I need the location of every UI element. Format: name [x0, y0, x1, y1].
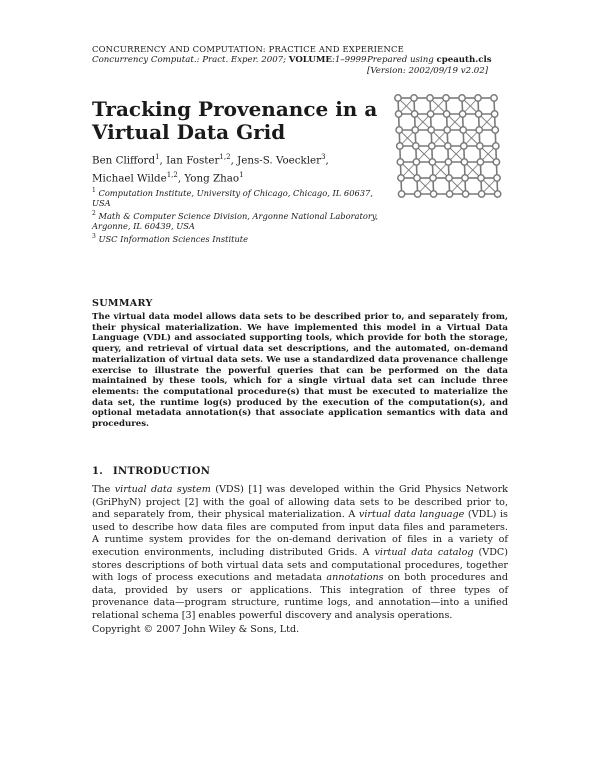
- affiliations: [92, 186, 392, 244]
- introduction-text: [92, 484, 508, 623]
- version-note: [Version: 2002/09/19 v2.02]: [367, 66, 489, 76]
- grid-node: [475, 95, 481, 101]
- grid-node: [397, 143, 403, 149]
- grid-node: [398, 191, 404, 197]
- grid-node: [445, 159, 451, 165]
- text-run: (VDC) stores descriptions of both virtual data sets and computational procedures, together with logs of process executions and metadata: [92, 546, 508, 584]
- grid-node: [429, 143, 435, 149]
- grid-node: [411, 95, 417, 101]
- grid-node: [478, 175, 484, 181]
- prepared-using: [367, 55, 512, 77]
- grid-node: [427, 111, 433, 117]
- grid-node: [492, 127, 498, 133]
- grid-node: [445, 143, 451, 149]
- citation-pages: :1–9999: [331, 55, 367, 65]
- grid-node: [460, 127, 466, 133]
- citation-year: 2007;: [261, 55, 287, 65]
- author-name: Ben Clifford: [92, 154, 156, 167]
- author-affiliation-marker: 1,2: [219, 153, 231, 161]
- grid-node: [494, 175, 500, 181]
- grid-node: [477, 159, 483, 165]
- affiliation-number: 3: [92, 232, 96, 240]
- copyright-notice: Copyright © 2007 John Wiley & Sons, Ltd.: [92, 624, 300, 635]
- grid-network-logo-icon: [390, 92, 510, 204]
- author-name: Jens-S. Voeckler: [237, 154, 322, 167]
- grid-node: [443, 95, 449, 101]
- affiliation-text: Math & Computer Science Division, Argonne National Laboratory, Argonne, IL 60439, USA: [92, 210, 379, 232]
- author-line-1: [92, 150, 392, 168]
- author-separator: ,: [159, 154, 167, 167]
- affiliation-text: Computation Institute, University of Chicago, Chicago, IL 60637, USA: [92, 187, 373, 209]
- citation-volume: VOLUME: [288, 55, 332, 65]
- grid-node: [395, 111, 401, 117]
- author-list: [92, 150, 392, 187]
- grid-node: [411, 111, 417, 117]
- grid-node: [444, 127, 450, 133]
- grid-node: [413, 159, 419, 165]
- citation-prefix: Concurrency Computat.: Pract. Exper.: [92, 55, 259, 65]
- affiliation-number: 1: [92, 187, 96, 194]
- prepared-cls: cpeauth.cls: [436, 55, 492, 65]
- summary-heading: SUMMARY: [92, 298, 153, 309]
- grid-node: [412, 127, 418, 133]
- grid-node: [475, 111, 481, 117]
- grid-node: [413, 143, 419, 149]
- author-affiliation-marker: 1,2: [166, 171, 178, 180]
- journal-name: CONCURRENCY AND COMPUTATION: PRACTICE AND EXPERIENCE: [92, 44, 404, 54]
- author-affiliation-marker: 3: [321, 153, 326, 161]
- summary-text: The virtual data model allows data sets to be described prior to, and separately from, their physical materialization. We have implemented this model in a Virtual Data Language (VDL) and associated supporting tools, which provide for both the storage, query, and retrieval of virtual data set descriptions, and the automated, on-demand materialization of virtual data sets. We use a standardized data provenance challenge exercise to illustrate the powerful queries that can be performed on the data maintained by these tools, which for a single virtual data set can include three elements: the computational procedure(s) that must be executed to materialize the data set, the runtime log(s) produced by the execution of the computation(s), and optional metadata annotation(s) that associate application semantics with data and procedures.: [92, 312, 508, 430]
- section-number: 1.: [92, 466, 104, 477]
- grid-node: [478, 191, 484, 197]
- affiliation-item: [92, 209, 392, 232]
- author-name: Michael Wilde: [92, 172, 167, 185]
- grid-node: [396, 127, 402, 133]
- title-line-1: Tracking Provenance in a: [92, 97, 378, 121]
- author-line-2: [92, 168, 392, 186]
- author-name: Ian Foster: [166, 154, 220, 167]
- section-title: INTRODUCTION: [113, 466, 211, 477]
- grid-node: [429, 159, 435, 165]
- grid-node: [477, 143, 483, 149]
- title-line-2: Virtual Data Grid: [92, 120, 286, 144]
- grid-node: [397, 159, 403, 165]
- grid-node: [430, 191, 436, 197]
- emphasized-term: virtual data system: [114, 484, 211, 495]
- grid-node: [446, 191, 452, 197]
- grid-node: [462, 175, 468, 181]
- grid-node: [428, 127, 434, 133]
- grid-node: [459, 95, 465, 101]
- affiliation-number: 2: [92, 209, 96, 217]
- text-run: (VDS) [1] was developed within the Grid Physics Network (GriPhyN) project [2] with the goal of allowing data sets to be described prior to, and separately from, their physical materialization. A: [92, 484, 508, 521]
- grid-node: [461, 143, 467, 149]
- text-run: (VDL) is used to describe how data files are computed from input data files and parameters. A runtime system provides for the on-demand derivation of files in a variety of execution environments, including distributed Grids. A: [92, 509, 508, 558]
- grid-node: [459, 111, 465, 117]
- author-separator: ,: [325, 154, 329, 167]
- author-affiliation-marker: 1: [155, 153, 160, 161]
- affiliation-item: [92, 232, 392, 244]
- author-affiliation-marker: 1: [239, 171, 244, 180]
- emphasized-term: annotations: [326, 572, 384, 584]
- grid-node: [476, 127, 482, 133]
- grid-node: [493, 143, 499, 149]
- grid-node: [462, 191, 468, 197]
- grid-node: [430, 175, 436, 181]
- emphasized-term: virtual data catalog: [374, 546, 474, 558]
- grid-node: [414, 191, 420, 197]
- journal-header: [92, 44, 512, 76]
- grid-node: [414, 175, 420, 181]
- paper-title: [92, 98, 392, 144]
- affiliation-text: USC Information Sciences Institute: [95, 233, 249, 244]
- grid-node: [398, 175, 404, 181]
- grid-node: [491, 111, 497, 117]
- grid-node: [461, 159, 467, 165]
- grid-node: [446, 175, 452, 181]
- affiliation-item: [92, 186, 392, 209]
- grid-node: [443, 111, 449, 117]
- emphasized-term: virtual data language: [358, 509, 465, 521]
- grid-node: [427, 95, 433, 101]
- author-name: Yong Zhao: [184, 172, 240, 185]
- text-run: The: [92, 484, 115, 495]
- prepared-prefix: Prepared using: [367, 55, 434, 65]
- author-separator: ,: [230, 154, 238, 167]
- text-run: on both procedures and data, provided by users or applications. This integration of three types of provenance data—program structure, runtime logs, and annotation—into a unified relational schema [3] enables powerful discovery and analysis operations.: [92, 572, 508, 621]
- author-separator: ,: [177, 172, 185, 185]
- section-heading-introduction: [92, 466, 210, 477]
- grid-node: [494, 191, 500, 197]
- grid-node: [491, 95, 497, 101]
- grid-node: [493, 159, 499, 165]
- grid-node: [395, 95, 401, 101]
